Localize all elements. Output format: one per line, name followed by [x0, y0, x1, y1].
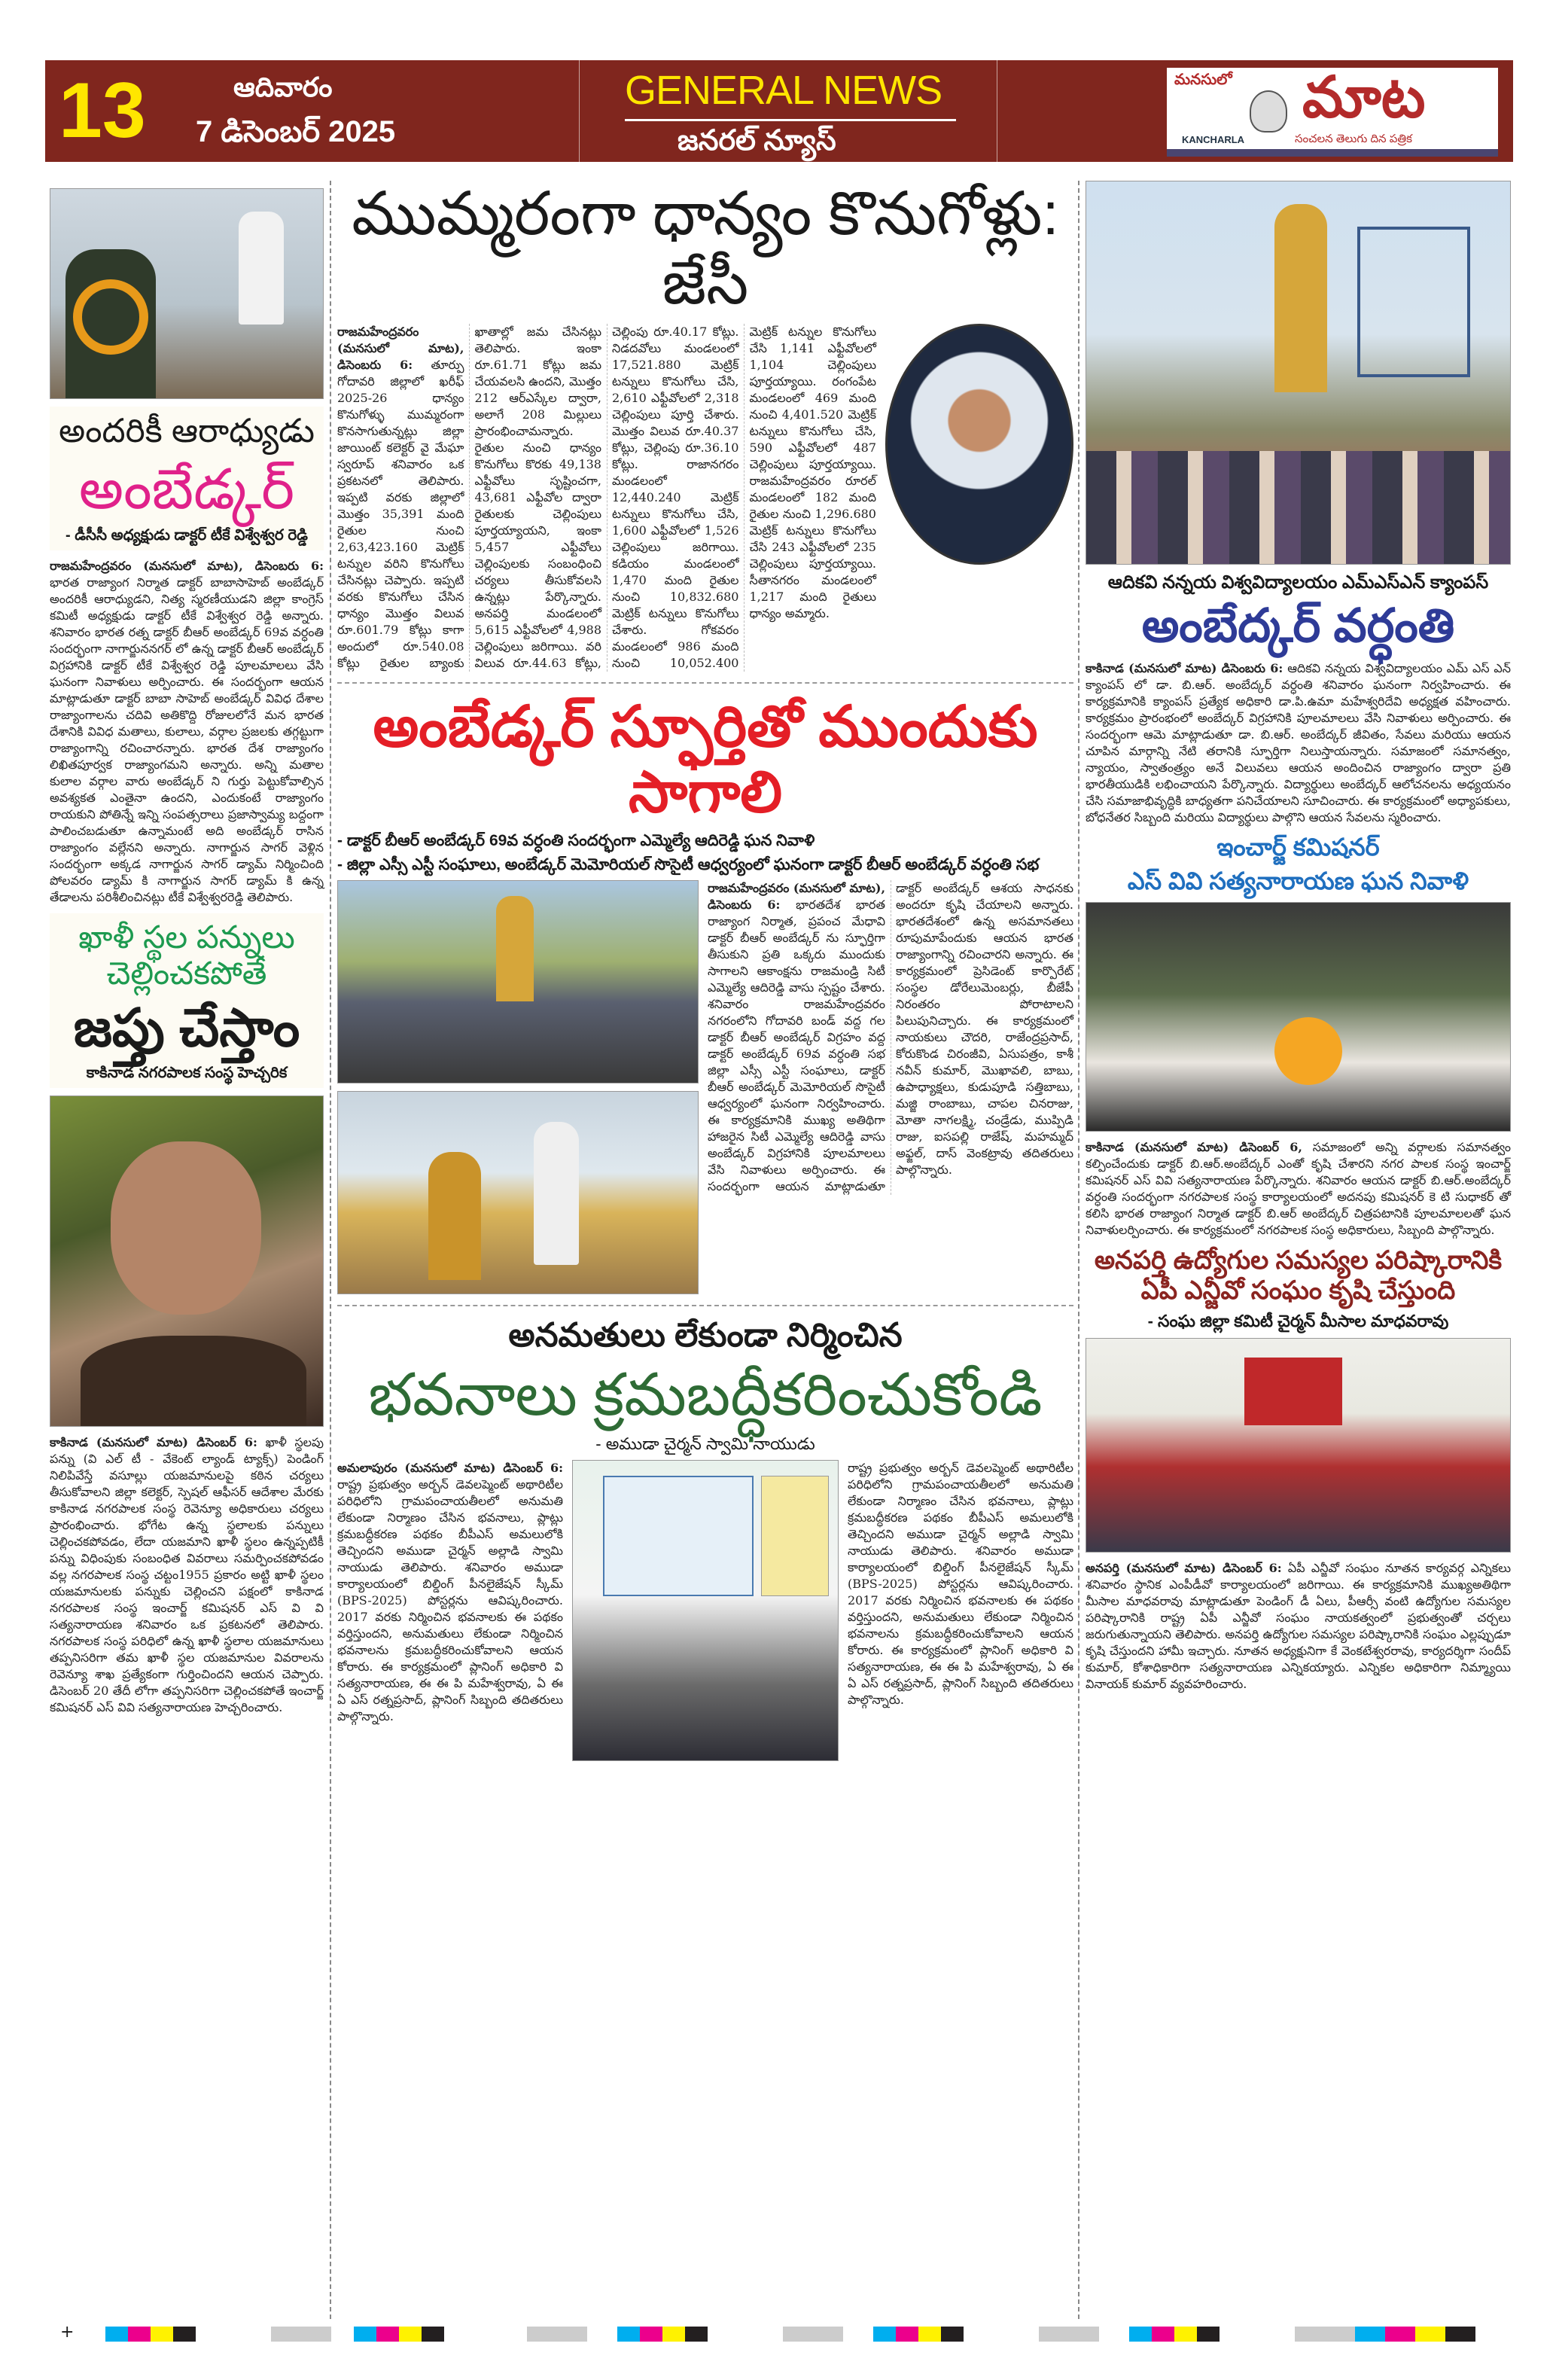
- column-divider: [330, 181, 331, 2319]
- newspaper-logo: మనసులో మాట KANCHARLA సంచలన తెలుగు దిన పత్రిక: [1167, 68, 1498, 157]
- headline: ఎస్ వివి సత్యనారాయణ ఘన నివాళి: [1127, 867, 1469, 894]
- article-body: కాకినాడ (మనసులో మాట) డిసెంబర్ 6: ఖాళీ స్థలపు పన్ను (వి ఎల్ టీ - వేకెంట్ ల్యాండ్ ట్యాక్స్) పెండింగ్ నిలిపివేస్తే వసూల్లు యజమానులపై కఠిన చర్యలు తీసుకోవాలని జిల్లా కలెక్టర్, స్పెషల్ ఆఫీసర్ ఆదేశాల మేరకు కాకినాడ నగరపాలక సంస్థ రెవెన్యూ అధికారులు చర్యలు ప్రారంభించారు. భోగేట ఉన్న స్థలాలకు పన్నులు చెల్లించకపోవడం, లేదా యజమాని ఖాళీ స్థలం ఉన్నప్పటికీ పన్ను విధింపుకు సంబంధిత వివరాలు సమర్పించకపోవడం వల్ల నగరపాలక సంస్థ చట్టం1955 ప్రకారం అట్టి ఖాళీ స్థలం యజమానులకు పన్నుకు చెల్లించని పక్షంలో కాకినాడ నగరపాలక సంస్థ ఇంచార్జ్ కమిషనర్ ఎస్ వి వి సత్యనారాయణ శనివారం ఒక ప్రకటనలో తెలిపారు. నగరపాలక సంస్థ పరిధిలో ఉన్న ఖాళీ స్థలాల యజమానులు తప్పనిసరిగా తమ ఖాళీ స్థల యజమానుల వివరాలను రెవెన్యూ శాఖ ప్రత్యేకంగా గుర్తించిందని ఆయన చెప్పారు. డిసెంబర్ 20 తేదీ లోగా తప్పనిసరిగా చెల్లించకపోతే ఇంచార్జ్ కమిషనర్ ఎస్ వివి సత్యనారాయణ హెచ్చరించారు.: [50, 1434, 324, 1714]
- commissioner-photo: [50, 1096, 324, 1427]
- divider: [337, 682, 1073, 684]
- story-box: [1086, 572, 1511, 653]
- story-box: [50, 407, 324, 550]
- kicker: అనమతులు లేకుండా నిర్మించిన: [508, 1317, 903, 1355]
- divider: [625, 119, 956, 121]
- story-box: [50, 913, 324, 1088]
- article-body: అనపర్తి (మనసులో మాట) డిసెంబర్ 6: ఏపీ ఎన్జీవో సంఘం నూతన కార్యవర్గ ఎన్నికలు శనివారం స్థానిక ఎంపీడీవో కార్యాలయంలో జరిగాయి. ఈ కార్యక్రమానికి ముఖ్యఅతిథిగా మీసాల మాధవరావు మాట్లాడుతూ పెండింగ్ డీ ఏలు, పీఆర్సీ వంటి ఉద్యోగుల సమస్యల పరిష్కారానికి రాష్ట్ర ఏపీ ఎన్జీవో సంఘం నాయకత్వంలో ప్రభుత్వంతో చర్చలు జరుగుతున్నాయని తెలిపారు. అనపర్తి ఉద్యోగుల సమస్యల పరిష్కారానికి సంఘం ఎల్లప్పుడూ కృషి చేస్తుందని హామీ ఇచ్చారు. నూతన అధ్యక్షునిగా కే వెంకటేశ్వరరావు, కార్యదర్శిగా సందీప్ కుమార్, కోశాధికారిగా సత్యనారాయణ ఎన్నికయ్యారు. ఎన్నికల అధికారిగా నిమ్మ్యాయి వినాయక్ కుమార్ వ్యవహరించారు.: [1086, 1560, 1511, 1691]
- headline: అంబేడ్కర్: [78, 457, 295, 520]
- column-divider: [1078, 181, 1079, 2319]
- article-body: రాజమహేంద్రవరం (మనసులో మాట), డిసెంబరు 6: తూర్పు గోదావరి జిల్లాలో ఖరీఫ్ 2025-26 ధాన్యం కొనుగోళ్ళు ముమ్మరంగా కొనసాగుతున్నట్లు జిల్లా జాయింట్ కలెక్టర్ వై మేఘా స్వరూప్ శనివారం ఒక ప్రకటనలో తెలిపారు. ఇప్పటి వరకు జిల్లాలో మొత్తం 35,391 మంది రైతుల నుంచి 2,63,423.160 మెట్రిక్ టన్నుల వరిని కొనుగోలు చేసినట్లు చెప్పారు. ఇప్పటి వరకు కొనుగోలు చేసిన ధాన్యం మొత్తం విలువ రూ.601.79 కోట్లు కాగా అందులో రూ.540.08 కోట్లు రైతుల బ్యాంకు ఖాతాల్లో జమ చేసినట్లు తెలిపారు. ఇంకా రూ.61.71 కోట్లు జమ చేయవలసి ఉందని, మొత్తం 212 ఆర్ఎస్కేల ద్వారా, అలాగే 208 మిల్లులు ప్రారంభించామన్నారు. రైతుల నుంచి ధాన్యం కొనుగోలు కొరకు 49,138 ఎఫ్టీవోలు సృష్టించగా, 43,681 ఎఫ్టీవోల ద్వారా రైతులకు చెల్లింపులు పూర్తయ్యాయని, ఇంకా 5,457 ఎఫ్టీవోలు చెల్లింపులకు సంబంధించి చర్యలు తీసుకోవలసి ఉన్నట్లు పేర్కొన్నారు. అనపర్తి మండలంలో 5,615 ఎఫ్టీవోలలో 4,988 చెల్లింపులు జరిగాయి. వరి విలువ రూ.44.63 కోట్లు, చెల్లింపు రూ.40.17 కోట్లు. నిడదవోలు మండలంలో 17,521.880 మెట్రిక్ టన్నులు కొనుగోలు చేసి, 2,610 ఎఫ్టీవోలలో 2,318 చెల్లింపులు పూర్తి చేశారు. మొత్తం విలువ రూ.40.37 కోట్లు, చెల్లింపు రూ.36.10 కోట్లు. రాజానగరం మండలంలో 12,440.240 మెట్రిక్ టన్నులు కొనుగోలు చేసి, 1,600 ఎఫ్టీవోలలో 1,526 చెల్లింపులు జరిగాయి. కడియం మండలంలో 1,470 మంది రైతుల నుంచి 10,832.680 మెట్రిక్ టన్నులు కొనుగోలు చేశారు. గోకవరం మండలంలో 986 మంది నుంచి 10,052.400 మెట్రిక్ టన్నుల కొనుగోలు చేసి 1,141 ఎఫ్టీవోలలో 1,104 చెల్లింపులు పూర్తయ్యాయి. రంగంపేట మండలంలో 469 మంది నుంచి 4,401.520 మెట్రిక్ టన్నులు కొనుగోలు చేసి, 590 ఎఫ్టీవోలలో 487 చెల్లింపులు పూర్తయ్యాయి. రాజమహేంద్రవరం రూరల్ మండలంలో 182 మంది రైతుల నుంచి 1,296.680 మెట్రిక్ టన్నులు కొనుగోలు చేసి 243 ఎఫ్టీవోలలో 235 చెల్లింపులు పూర్తయ్యాయి. సీతానగరం మండలంలో 1,217 మంది రైతులు ధాన్యం అమ్మారు.: [337, 325, 876, 670]
- portrait-icon: [1250, 90, 1287, 133]
- left-column: [50, 188, 324, 2319]
- masthead: [45, 60, 1513, 162]
- ambedkar-statue-photo: [50, 188, 324, 399]
- kicker: ఇంచార్జ్ కమిషనర్: [1216, 833, 1380, 861]
- byline: - అముడా చైర్మన్ స్వామి నాయుడు: [595, 1434, 815, 1454]
- page-number: 13: [59, 67, 146, 154]
- joint-collector-photo: [885, 324, 1073, 565]
- campus-group-photo: [1086, 181, 1511, 565]
- commissioner-tribute-photo: [1086, 902, 1511, 1132]
- day: ఆదివారం: [233, 72, 333, 102]
- story-building-regularisation: [337, 1317, 1073, 1761]
- story-box: [1086, 1246, 1511, 1330]
- byline: - డీసీసీ అధ్యక్షుడు డాక్టర్ టీకే విశ్వేశ్వర రెడ్డి: [65, 526, 308, 544]
- byline: - సంఘ జిల్లా కమిటీ చైర్మన్ మీసాల మాధవరావు: [1147, 1311, 1449, 1330]
- headline: అంబేద్కర్ వర్ధంతి: [1141, 599, 1455, 652]
- article-body: అమలాపురం (మనసులో మాట) డిసెంబర్ 6: రాష్ట్ర ప్రభుత్వం అర్బన్ డెవలప్మెంట్ అథారిటీల పరిధిలోని గ్రామపంచాయతీలలో అనుమతి లేకుండా నిర్మాణం చేసిన భవనాలు, ప్లాట్లు క్రమబద్ధీకరణ పథకం బీపీఎస్ అమలులోకి తెచ్చిందని అముడా చైర్మన్ అల్లాడి స్వామి నాయుడు తెలిపారు. శనివారం అముడా కార్యాలయంలో బిల్డింగ్ పీనలైజేషన్ స్కీమ్ (BPS-2025) పోస్టర్లను ఆవిష్కరించారు. 2017 వరకు నిర్మించిన భవనాలకు ఈ పథకం వర్తిస్తుందని, అనుమతులు లేకుండా నిర్మించిన భవనాలను క్రమబద్ధీకరించుకోవాలని ఆయన కోరారు. ఈ కార్యక్రమంలో ప్లానింగ్ అధికారి వి సత్యనారాయణ, ఈ ఈ పి మహేశ్వరావు, ఏ ఈ ఏ ఎస్ రత్నప్రసాద్, ప్లానింగ్ సిబ్బంది తదితరులు పాల్గొన్నారు.: [337, 1460, 563, 1723]
- subhead: కాకినాడ నగరపాలక సంస్థ హెచ్చరిక: [86, 1064, 288, 1081]
- story-ambedkar-inspiration: [337, 694, 1073, 1294]
- center-column: [337, 179, 1073, 2319]
- divider: [337, 1305, 1073, 1306]
- subhead: - డాక్టర్ బీఆర్ అంబేడ్కర్ 69వ వర్ధంతి సందర్భంగా ఎమ్మెల్యే ఆదిరెడ్డి ఘన నివాళి: [337, 831, 815, 849]
- article-body: రాజమహేంద్రవరం (మనసులో మాట), డిసెంబరు 6: భారతదేశ భారత రాజ్యాంగ నిర్మాత, ప్రపంచ మేధావి డాక్టర్ బీఆర్ అంబేడ్కర్ ను స్ఫూర్తిగా తీసుకుని ప్రతి ఒక్కరు ముందుకు సాగాలని ఆకాంక్షను రాజమండ్రి సిటీ ఎమ్మెల్యే ఆదిరెడ్డి వాసు స్పష్టం చేశారు. శనివారం రాజమహేంద్రవరం నగరంలోని గోదావరి బండ్ వద్ద గల డాక్టర్ బీఆర్ అంబేడ్కర్ విగ్రహం వద్ద డాక్టర్ అంబేడ్కర్ 69వ వర్ధంతి సభ జిల్లా ఎస్సీ ఎస్టీ సంఘాలు, డాక్టర్ బీఆర్ అంబేడ్కర్ మెమోరియల్ సొసైటీ ఆధ్వర్యంలో ఘనంగా నిర్వహించారు. ఈ కార్యక్రమానికి ముఖ్య అతిథిగా హాజరైన సిటీ ఎమ్మెల్యే ఆదిరెడ్డి వాసు అంబేడ్కర్ విగ్రహానికి పూలమాలలు వేసి నివాళులు అర్పించారు. ఈ సందర్భంగా ఆయన మాట్లాడుతూ డాక్టర్ అంబేడ్కర్ ఆశయ సాధనకు అందరూ కృషి చేయాలని అన్నారు. భారతదేశంలో ఉన్న అసమానతలు రూపుమాపేందుకు ఆయన భారత రాజ్యాంగాన్ని రచించారని అన్నారు. ఈ కార్యక్రమంలో ప్రెసిడెంట్ కార్పొరేట్ సంస్థల డోరేలుమెంబర్లు, బీజేపీ నిరంతరం పోరాటాలని పిలుపునిచ్చారు. ఈ కార్యక్రమంలో నాయకులు చౌదరి, రాజేంద్రప్రసాద్, కోరుకొండ చిరంజీవి, ఏసుపత్రం, కాశీ నవీన్ కుమార్, మొఖావలి, బాబు, ఉపాధ్యాక్షలు, కుడుపూడి సత్తిబాబు, మజ్జి రాంబాబు, చాపల చినరాజు, మోతా నాగలక్ష్మి, చండ్రేడు, ముప్పిడి రాజు, ఐసపల్లి రాజేష్, మహమ్మద్ అఫ్జల్, దాస్ వెంకట్రావు తదితరులు పాల్గొన్నారు.: [708, 881, 1073, 1194]
- headline: అంబేడ్కర్ స్ఫూర్తితో ముందుకు సాగాలి: [373, 695, 1038, 825]
- article-body: రాజమహేంద్రవరం (మనసులో మాట), డిసెంబరు 6: భారత రాజ్యాంగ నిర్మాత డాక్టర్ బాబాసాహెబ్ అంబేడ్కర్ అందరికీ ఆరాధ్యుడని, నిత్య స్మరణీయుడని జిల్లా కాంగ్రెస్ కమిటీ అధ్యక్షుడు డాక్టర్ టీకే విశ్వేశ్వర రెడ్డి అన్నారు. శనివారం భారత రత్న డాక్టర్ బీఆర్ అంబేడ్కర్ 69వ వర్ధంతి సందర్భంగా నాగార్జుననగర్ లో ఉన్న డాక్టర్ బీఆర్ అంబేడ్కర్ విగ్రహానికి డాక్టర్ టీకే విశ్వేశ్వర రెడ్డి పూలమాలలు వేసి ఘనంగా నివాళులు అర్పించారు. ఈ సందర్భంగా ఆయన మాట్లాడుతూ డాక్టర్ బాబా సాహెబ్ అంబేడ్కర్ వివిధ దేశాల రాజ్యాంగాలను చదివి అతికొద్ది రోజులలోనే మన భారత దేశానికి వివిధ మతాలు, కులాలు, వర్గాల ప్రజలకు తగ్గట్టుగా రాజ్యాంగాన్ని రచించారన్నారు. భారత దేశ రాజ్యాంగం లిఖితపూర్వక రాజ్యాంగమని అన్నారు. అన్ని మతాల కులాల వర్గాల వారు అంబేడ్కర్ ని గుర్తు పెట్టుకోవాల్సిన అవశ్యకత ఎంతైనా ఉందని, ఎందుకంటే రాజ్యాంగం రాయకుని పోతిన్నే ఇన్ని సంపత్సరాలు ప్రజాస్వామ్య బద్దంగా పాలించబడుతూ ఉన్నామంటే అది అంబేడ్కర్ రాసిన రాజ్యాంగం వల్లేనని అన్నారు. నాగార్జున సాగర్ వెళ్లిన సందర్భంగా అక్కడ నాగార్జున సాగర్ డ్యామ్ నిర్మించింది పోలవరం డ్యామ్ కి నాగార్జున సాగర్ డ్యామ్ కి ఉన్న తేడాలను పరిశీలించినట్లు టీకే విశ్వేశ్వరరెడ్డి తెలిపారు.: [50, 558, 324, 904]
- article-body: కాకినాడ (మనసులో మాట) డిసెంబర్ 6, సమాజంలో అన్ని వర్గాలకు సమానత్వం కల్పించేందుకు డాక్టర్ బి.ఆర్.అంబేద్కర్ ఎంతో కృషి చేశారని నగర పాలక సంస్థ ఇంచార్జ్ కమిషనర్ ఎస్ వివి సత్యనారాయణ పేర్కొన్నారు. శనివారం ఆయన డాక్టర్ బి.ఆర్.అంబేద్కర్ వర్ధంతి సందర్భంగా నగరపాలక సంస్థ కార్యాలయంలో అదనపు కమిషనర్ కె టి సుధాకర్ తో కలిసి భారత రాజ్యాంగ నిర్మాత డాక్టర్ బి.ఆర్ అంబేద్కర్ చిత్రపటానికి పూలమాలలతో ఘన నివాళులర్పించారు. ఈ కార్యక్రమంలో నగరపాలక సంస్థ అధికారులు, సిబ్బంది పాల్గొన్నారు.: [1086, 1140, 1511, 1238]
- section-title-en: GENERAL NEWS: [625, 68, 942, 113]
- ngo-association-photo: [1086, 1338, 1511, 1553]
- headline: భవనాలు క్రమబద్ధీకరించుకోండి: [368, 1361, 1043, 1428]
- ambedkar-vardhanti-group-photo: [337, 880, 699, 1083]
- kicker: అందరికీ ఆరాధ్యుడు: [59, 413, 315, 449]
- headline: జప్తు చేస్తాం: [73, 998, 300, 1058]
- section-title-te: జనరల్ న్యూస్: [678, 125, 836, 157]
- kicker: ఆదికవి నన్నయ విశ్వవిద్యాలయం ఎమ్ఎస్ఎన్ క్యాంపస్: [1107, 572, 1489, 593]
- subhead: - జిల్లా ఎస్సీ ఎస్టీ సంఘాలు, అంబేడ్కర్ మెమోరియల్ సొసైటీ ఆధ్వర్యంలో ఘనంగా డాక్టర్ బీఆర్ అంబేడ్కర్ వర్ధంతి సభ: [337, 855, 1040, 873]
- story-box: [1086, 833, 1511, 895]
- story-grain-procurement: [337, 179, 1073, 672]
- article-body: కాకినాడ (మనసులో మాట) డిసెంబరు 6: ఆదికవి నన్నయ విశ్వవిద్యాలయం ఎమ్ ఎస్ ఎన్ క్యాంపస్ లో డా. బి.ఆర్. అంబేద్కర్ వర్ధంతి శనివారం ఘనంగా నిర్వహించారు. ఈ కార్యక్రమానికి క్యాంపస్ ప్రత్యేక అధికారి డా.పి.ఉమా మహేశ్వరిదేవి అధ్యక్షత వహించారు. కార్యక్రమం ప్రారంభంలో అంబేద్కర్ విగ్రహానికి పూలమాలలు వేసి నివాళులు అర్పించారు. ఈ సందర్భంగా ఆమె మాట్లాడుతూ డా. బి.ఆర్. అంబేద్కర్ జీవితం, సేవలు మరియు ఆయన చూపిన మార్గాన్ని నేటి తరానికి స్ఫూర్తిగా నిలుస్తాయన్నారు. సమాజంలో సమానత్వం, న్యాయం, స్వాతంత్ర్యం అనే విలువలు ఆయన అందించిన రాజ్యాంగం ద్వారా ప్రతి భారతీయుడికి లభించాయని పేర్కొన్నారు. విద్యార్థులు అంబేద్కర్ ఆలోచనలను అధ్యయనం చేసి సమాజాభివృద్ధికి బాధ్యతగా పనిచేయాలని సూచించారు. ఈ కార్యక్రమంలో అధ్యాపకులు, బోధనేతర సిబ్బంది మరియు విద్యార్థులు పాల్గొని ఆయన సేవలను స్మరించారు.: [1086, 660, 1512, 824]
- right-column: [1086, 181, 1511, 2319]
- mla-tribute-photo: [337, 1091, 699, 1294]
- article-body: రాష్ట్ర ప్రభుత్వం అర్బన్ డెవలప్మెంట్ అథారిటీల పరిధిలోని గ్రామపంచాయతీలలో అనుమతి లేకుండా నిర్మాణం చేసిన భవనాలు, ప్లాట్లు క్రమబద్ధీకరణ పథకం బీపీఎస్ అమలులోకి తెచ్చిందని అముడా చైర్మన్ అల్లాడి స్వామి నాయుడు తెలిపారు. శనివారం అముడా కార్యాలయంలో బిల్డింగ్ పీనలైజేషన్ స్కీమ్ (BPS-2025) పోస్టర్లను ఆవిష్కరించారు. 2017 వరకు నిర్మించిన భవనాలకు ఈ పథకం వర్తిస్తుందని, అనుమతులు లేకుండా నిర్మించిన భవనాలను క్రమబద్ధీకరించుకోవాలని ఆయన కోరారు. ఈ కార్యక్రమంలో ప్లానింగ్ అధికారి వి సత్యనారాయణ, ఈ ఈ పి మహేశ్వరావు, ఏ ఈ ఏ ఎస్ రత్నప్రసాద్, ప్లానింగ్ సిబ్బంది తదితరులు పాల్గొన్నారు.: [848, 1460, 1073, 1707]
- bps-poster-launch-photo: [572, 1460, 839, 1761]
- crosshair-icon: +: [60, 2323, 75, 2342]
- date: 7 డిసెంబర్ 2025: [196, 115, 396, 148]
- kicker: ఖాళీ స్థల పన్నులు చెల్లించకపోతే: [78, 919, 295, 991]
- headline: అనపర్తి ఉద్యోగుల సమస్యల పరిష్కారానికి ఏపీ ఎన్జీవో సంఘం కృషి చేస్తుంది: [1094, 1246, 1503, 1305]
- headline: ముమ్మరంగా ధాన్యం కొనుగోళ్లు: జేసీ: [352, 180, 1059, 316]
